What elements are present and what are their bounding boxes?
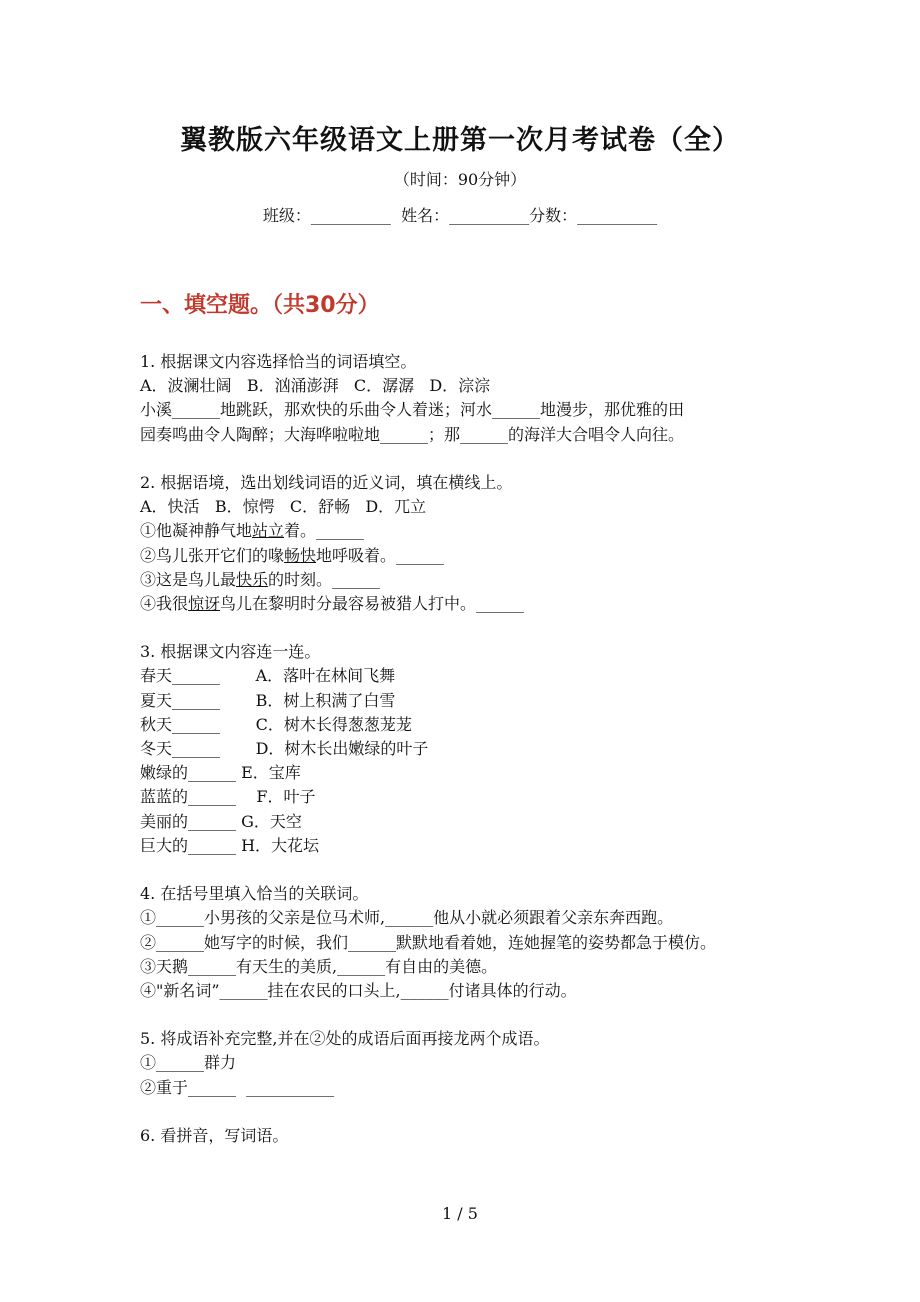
underlined-word: 快乐	[236, 569, 269, 589]
page-number: 1 / 5	[442, 1204, 478, 1223]
q6-stem: 6. 看拼音，写词语。	[140, 1126, 289, 1146]
q5-item: ①______群力	[140, 1053, 237, 1073]
underlined-word: 畅快	[284, 545, 317, 565]
student-info-line	[0, 203, 920, 226]
q3-match-row: 夏天______ B．树上积满了白雪	[140, 690, 396, 710]
q2-options: A．快活 B．惊愕 C．舒畅 D．兀立	[140, 497, 427, 517]
q3-stem: 3. 根据课文内容连一连。	[140, 642, 321, 662]
q3-match-row: 嫩绿的______ E．宝库	[140, 763, 301, 783]
q3-match-row: 巨大的______ H．大花坛	[140, 835, 320, 855]
score-field: 分数：__________	[529, 206, 658, 225]
q5-item: ②重于______ ___________	[140, 1077, 335, 1097]
q3-match-row: 春天______ A．落叶在林间飞舞	[140, 666, 396, 686]
q2-item: ③这是鸟儿最快乐的时刻。______	[140, 569, 381, 589]
time-note: （时间：90分钟）	[393, 170, 527, 189]
q2-item: ①他凝神静气地站立着。______	[140, 521, 365, 541]
q4-stem: 4. 在括号里填入恰当的关联词。	[140, 884, 369, 904]
questions-body	[140, 350, 800, 1148]
q2-item: ④我很惊讶鸟儿在黎明时分最容易被猎人打中。______	[140, 593, 525, 613]
q4-item: ②______她写字的时候，我们______默默地看着她，连她握笔的姿势都急于模仿。	[140, 932, 717, 952]
q2-item: ②鸟儿张开它们的喙畅快地呼吸着。______	[140, 545, 445, 565]
q1-text-line: 园奏鸣曲令人陶醉；大海哗啦啦地______；那______的海洋大合唱令人向往。	[140, 424, 685, 444]
q1-text-line: 小溪______地跳跃，那欢快的乐曲令人着迷；河水______地漫步，那优雅的田	[140, 400, 685, 420]
q1-stem: 1. 根据课文内容选择恰当的词语填空。	[140, 352, 417, 371]
q3-match-row: 美丽的______ G．天空	[140, 811, 302, 831]
underlined-word: 站立	[252, 521, 285, 541]
q2-stem: 2. 根据语境，选出划线词语的近义词，填在横线上。	[140, 472, 513, 492]
underlined-word: 惊讶	[188, 593, 221, 613]
q1-options: A．波澜壮阔 B．汹涌澎湃 C．潺潺 D．淙淙	[140, 376, 491, 396]
section-heading-fill-in: 一、填空题。（共30分）	[140, 293, 380, 318]
q3-match-row: 蓝蓝的______ F．叶子	[140, 787, 316, 807]
name-field: 姓名：__________	[390, 206, 530, 225]
exam-title: 翼教版六年级语文上册第一次月考试卷（全）	[180, 125, 740, 156]
q3-match-row: 秋天______ C．树木长得葱葱茏茏	[140, 714, 412, 734]
q5-stem: 5. 将成语补充完整,并在②处的成语后面再接龙两个成语。	[140, 1029, 550, 1049]
q4-item: ④"新名词”______挂在农民的口头上,______付诸具体的行动。	[140, 980, 577, 1000]
q4-item: ③天鹅______有天生的美质,______有自由的美德。	[140, 956, 498, 976]
q4-item: ①______小男孩的父亲是位马术师,______他从小就必须跟着父亲东奔西跑。	[140, 908, 674, 928]
class-field: 班级：__________	[262, 206, 391, 225]
q3-match-row: 冬天______ D．树木长出嫩绿的叶子	[140, 739, 429, 758]
